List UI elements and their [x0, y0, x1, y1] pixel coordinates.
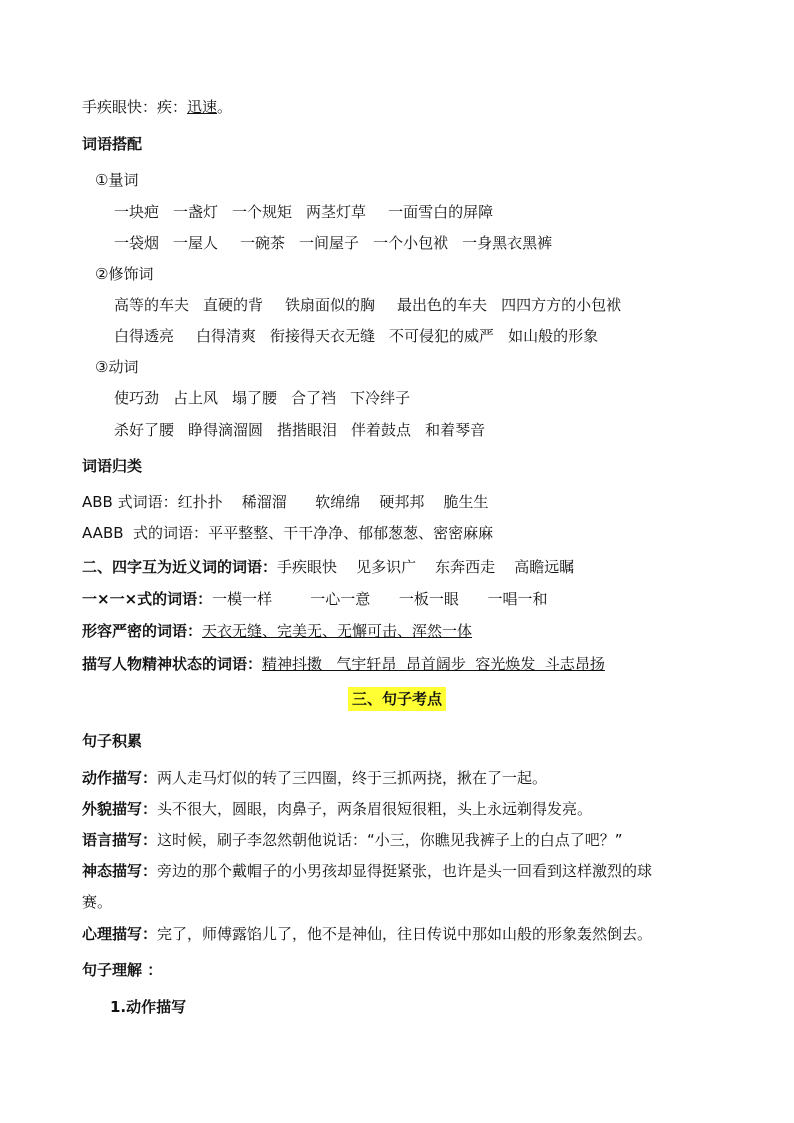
word: 一碗茶: [240, 234, 286, 252]
sentence-line: [82, 860, 734, 882]
text-prefix: 手疾眼快：疾：: [82, 98, 188, 116]
spirit-line: [82, 653, 734, 675]
yixyix-label: 一×一×式的词语：: [82, 590, 213, 608]
verb-row-1: [114, 387, 734, 409]
word: 占上风: [173, 389, 219, 407]
spirit-label: 描写人物精神状态的词语：: [82, 655, 263, 673]
subheading-action: 1.动作描写: [110, 998, 187, 1016]
synonym-items: 手疾眼快 见多识广 东奔西走 高瞻远瞩: [277, 558, 575, 576]
aabb-line: [82, 522, 734, 544]
word: 使巧劲: [114, 389, 160, 407]
strict-label: 形容严密的词语：: [82, 622, 203, 640]
synonym-line: [82, 556, 734, 578]
sentence-line: [82, 829, 734, 851]
word: 铁扇面似的胸: [285, 296, 376, 314]
sentence-label: 语言描写：: [82, 831, 158, 849]
synonym-label: 二、四字互为近义词的词语：: [82, 558, 278, 576]
aabb-items: 平平整整、干干净净、郁郁葱葱、密密麻麻: [208, 524, 494, 542]
label-modifier: ②修饰词: [95, 265, 154, 283]
sentence-label: 神态描写：: [82, 862, 158, 880]
label-measure: ①量词: [95, 171, 139, 189]
sentence-line: [82, 923, 734, 945]
strict-items: 天衣无缝、完美无、无懈可击、浑然一体: [202, 622, 473, 640]
word: 一间屋子: [299, 234, 360, 252]
word: 杀好了腰: [114, 421, 175, 439]
word: 一屋人: [173, 234, 219, 252]
heading-accumulation: 句子积累: [82, 732, 143, 750]
word: 四四方方的小包袱: [501, 296, 622, 314]
spirit-items: 精神抖擞 气宇轩昂 昂首阔步 容光焕发 斗志昂扬: [262, 655, 605, 673]
sentence-text: 旁边的那个戴帽子的小男孩却显得挺紧张，也许是头一回看到这样激烈的球: [157, 862, 653, 880]
word: 一块疤: [114, 203, 160, 221]
word: 合了裆: [291, 389, 337, 407]
heading-classify: 词语归类: [82, 457, 143, 475]
word: 高等的车夫: [114, 296, 190, 314]
word: 塌了腰: [232, 389, 278, 407]
aabb-label: AABB 式的词语：: [82, 524, 209, 542]
word: 一个小包袱: [373, 234, 449, 252]
heading-collocation: 词语搭配: [82, 135, 143, 153]
word: 衔接得天衣无缝: [270, 327, 376, 345]
measure-row-2: [114, 232, 734, 254]
sentence-text: 完了，师傅露馅儿了，他不是神仙，往日传说中那如山般的形象轰然倒去。: [157, 925, 653, 943]
sentence-line: [82, 767, 734, 789]
word: 一袋烟: [114, 234, 160, 252]
sentence-continuation: 赛。: [82, 893, 113, 911]
sentence-label: 外貌描写：: [82, 800, 158, 818]
yixyix-items: 一模一样 一心一意 一板一眼 一唱一和: [212, 590, 548, 608]
word: 直硬的背: [203, 296, 264, 314]
abb-line: [82, 491, 734, 513]
sentence-text: 两人走马灯似的转了三四圈，终于三抓两挠，揪在了一起。: [157, 769, 548, 787]
word: 最出色的车夫: [397, 296, 488, 314]
word: 一个规矩: [232, 203, 293, 221]
word: 和着琴音: [425, 421, 486, 439]
abb-items: 红扑扑 稀溜溜 软绵绵 硬邦邦 脆生生: [177, 493, 489, 511]
sentence-label: 动作描写：: [82, 769, 158, 787]
verb-row-2: [114, 419, 734, 441]
heading-understanding: 句子理解 ：: [82, 961, 163, 979]
word: 下冷绊子: [350, 389, 411, 407]
sentence-line: [82, 798, 734, 820]
word: 一身黑衣黑裤: [462, 234, 553, 252]
underlined-word: 迅速: [187, 98, 218, 116]
measure-row-1: [114, 201, 734, 223]
word: 睁得滴溜圆: [188, 421, 264, 439]
section-title-wrap: [0, 687, 794, 711]
strict-line: [82, 620, 734, 642]
text-suffix: 。: [217, 98, 233, 116]
text-line-shoujiyankuai: [82, 96, 734, 118]
abb-label: ABB 式词语：: [82, 493, 178, 511]
section-title: 三、句子考点: [348, 687, 446, 711]
word: 一盏灯: [173, 203, 219, 221]
sentence-text: 头不很大，圆眼，肉鼻子，两条眉很短很粗，头上永远剃得发亮。: [157, 800, 593, 818]
modifier-row-1: [114, 294, 734, 316]
word: 如山般的形象: [508, 327, 599, 345]
word: 白得透亮: [114, 327, 175, 345]
word: 伴着鼓点: [351, 421, 412, 439]
sentence-label: 心理描写：: [82, 925, 158, 943]
word: 一面雪白的屏障: [388, 203, 494, 221]
word: 不可侵犯的威严: [389, 327, 495, 345]
word: 白得清爽: [196, 327, 257, 345]
word: 两茎灯草: [306, 203, 367, 221]
sentence-text: 这时候，刷子李忽然朝他说话：“小三，你瞧见我裤子上的白点了吧？”: [157, 831, 623, 849]
yixyix-line: [82, 588, 734, 610]
modifier-row-2: [114, 325, 734, 347]
label-verb: ③动词: [95, 358, 139, 376]
word: 揩揩眼泪: [277, 421, 338, 439]
